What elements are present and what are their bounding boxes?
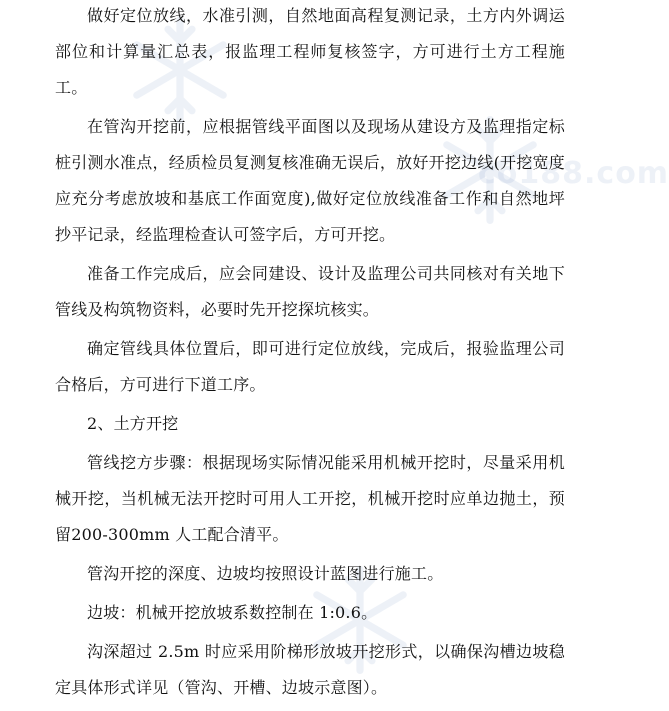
document-body bbox=[55, 0, 565, 706]
paragraph: 准备工作完成后，应会同建设、设计及监理公司共同核对有关地下管线及构筑物资料，必要时先开挖探坑核实。 bbox=[55, 264, 565, 319]
watermark-text: co188.com bbox=[478, 156, 669, 191]
paragraph: 边坡：机械开挖放坡系数控制在 1:0.6。 bbox=[87, 603, 378, 622]
paragraph: 沟深超过 2.5m 时应采用阶梯形放坡开挖形式，以确保沟槽边坡稳定具体形式详见（管沟、开槽、边坡示意图）。 bbox=[55, 642, 565, 697]
paragraph: 管线挖方步骤：根据现场实际情况能采用机械开挖时，尽量采用机械开挖，当机械无法开挖时可用人工开挖，机械开挖时应单边抛土，预留200-300mm 人工配合清平。 bbox=[55, 453, 565, 544]
paragraph: 做好定位放线，水准引测，自然地面高程复测记录，土方内外调运部位和计算量汇总表，报监理工程师复核签字，方可进行土方工程施工。 bbox=[55, 6, 565, 97]
paragraph: 确定管线具体位置后，即可进行定位放线，完成后，报验监理公司合格后，方可进行下道工序。 bbox=[55, 339, 565, 394]
section-heading: 2、土方开挖 bbox=[87, 414, 179, 433]
paragraph: 在管沟开挖前，应根据管线平面图以及现场从建设方及监理指定标桩引测水准点，经质检员复测复核准确无误后，放好开挖边线(开挖宽度应充分考虑放坡和基底工作面宽度),做好定位放线准备工作和自然地坪抄平记录，经监理检查认可签字后，方可开挖。 bbox=[55, 117, 565, 244]
paragraph: 管沟开挖的深度、边坡均按照设计蓝图进行施工。 bbox=[87, 564, 444, 583]
